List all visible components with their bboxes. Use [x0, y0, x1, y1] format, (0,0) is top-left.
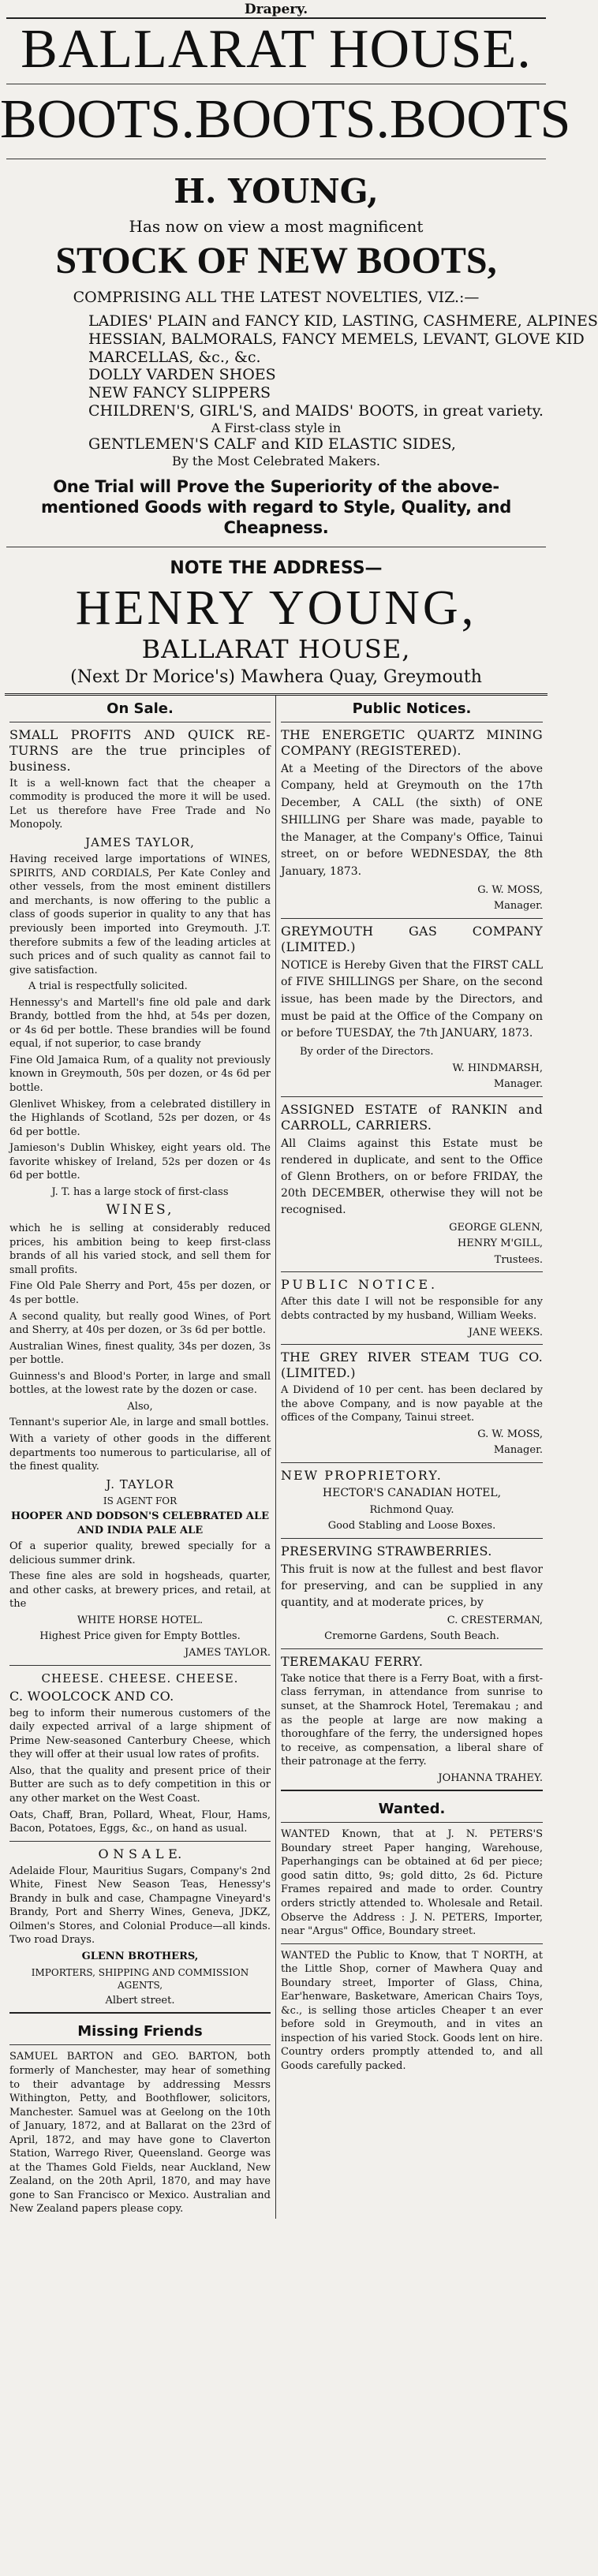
list-item: CHILDREN'S, GIRL'S, and MAIDS' BOOTS, in great variety. [88, 401, 544, 420]
divider [281, 1096, 543, 1097]
divider [281, 1271, 543, 1272]
taylor-p1: It is a well-known fact that the cheaper a commodity is produced the more it will be used. Let us therefore have Free Trade and No Monopoly. [9, 777, 271, 831]
taylor-name: JAMES TAYLOR, [85, 834, 195, 849]
tug-role: Manager. [493, 1444, 543, 1457]
left-column [5, 696, 276, 2219]
straw-p1: This fruit is now at the fullest and best flavor for preserving, and can be supplied in any quantity, and at moderate prices, by [281, 1562, 543, 1609]
henry-young-title: HENRY YOUNG, [75, 581, 477, 635]
missing-friends-heading: Missing Friends [9, 2018, 271, 2045]
taylor-p6: Glenlivet Whiskey, from a celebrated distillery in the Highlands of Scotland, 52s per dozen, or 4s 6d per bottle. [9, 1098, 271, 1138]
glenn-desc: IMPORTERS, SHIPPING AND COMMISSION AGENTS, [31, 1966, 249, 1991]
taylor-p7: Jamieson's Dublin Whiskey, eight years old. The favorite whiskey of Ireland, 52s per dozen or 4s 6d per bottle. [9, 1142, 271, 1182]
tug-p1: A Dividend of 10 per cent. has been declared by the above Company, and is now payable at the offices of the Company, Tainui street. [281, 1384, 543, 1424]
taylor-p18: Highest Price given for Empty Bottles. [39, 1630, 241, 1643]
divider [9, 2012, 271, 2014]
quartz-lead: THE ENERGETIC QUARTZ MINING COMPANY (REGISTERED). [281, 726, 543, 758]
trial-statement: One Trial will Prove the Superiority of the above-mentioned Goods with regard to Style, Quality, and Cheapness. [41, 476, 511, 538]
comprising-line: COMPRISING ALL THE LATEST NOVELTIES, VIZ.:— [73, 289, 480, 306]
taylor-p9: which he is selling at considerably reduced prices, his ambition being to keep first-class brands of all his varied stock, and sell them for small profits. [9, 1223, 271, 1276]
taylor-p16: Of a superior quality, brewed specially for a delicious summer drink. [9, 1540, 271, 1566]
divider [281, 1648, 543, 1649]
quartz-p1: At a Meeting of the Directors of the above Company, held at Greymouth on the 17th December, A CALL (the sixth) of ONE SHILLING per Share was made, payable to the Manager, at the Company's Office, Tainui street, on or before WEDNESDAY, the 8th January, 1873. [281, 762, 543, 878]
taylor-p2: Having received large importations of WINES, SPIRITS, AND CORDIALS, Per Kate Conley and other vessels, from the most eminent distillers and merchants, is now offering to the public a class of goods superior in quality to any that has previously been imported into Greymouth. J.T. therefore submits a few of the leading articles at such prices and of such quality as cannot fail to give satisfaction. [9, 853, 271, 976]
taylor-p12: Australian Wines, finest quality, 34s per dozen, 3s per bottle. [9, 1340, 271, 1367]
cheese-p2: Also, that the quality and present price of their Butter are such as to defy competition in this or any other market on the West Coast. [9, 1764, 271, 1805]
taylor-p17: These fine ales are sold in hogsheads, quarter, and other casks, at brewery prices, and retail, at the [9, 1570, 271, 1611]
white-horse-hotel: WHITE HORSE HOTEL. [77, 1614, 204, 1626]
wanted-p2: WANTED the Public to Know, that T NORTH, at the Little Shop, corner of Mawhera Quay and Boundary street, Importer of Glass, China, Ear'henware, Basketware, American Chairs Toys, &c., is selling those articles Cheaper t an ever before sold in Greymouth, and in vites an inspection of his varied Stock. Goods lent on hire. Country orders promptly attended to, and all Goods carefully packed. [281, 1949, 543, 2072]
public-sign: JANE WEEKS. [468, 1326, 543, 1338]
ballarat-house-subtitle: BALLARAT HOUSE, [141, 633, 411, 664]
on-sale-heading: On Sale. [9, 696, 271, 722]
public-notice-lead: PUBLIC NOTICE. [281, 1277, 439, 1293]
columns [5, 693, 548, 2219]
straw-place: Cremorne Gardens, South Beach. [324, 1630, 499, 1643]
novelty-list [88, 312, 598, 469]
quartz-role: Manager. [493, 900, 543, 913]
list-item: MARCELLAS, &c., &c. [88, 348, 261, 366]
gas-role: Manager. [493, 1078, 543, 1091]
taylor-agent: IS AGENT FOR [103, 1495, 178, 1506]
gas-sign: W. HINDMARSH, [452, 1062, 543, 1074]
taylor-lead: SMALL PROFITS AND QUICK RE-TURNS are the true principles of business. [9, 726, 271, 774]
shop-address: (Next Dr Morice's) Mawhera Quay, Greymouth [70, 666, 482, 687]
newprop-p1: Good Stabling and Loose Boxes. [327, 1520, 496, 1533]
rankin-role: Trustees. [494, 1253, 543, 1266]
divider [9, 1665, 271, 1666]
new-prop-lead: NEW PROPRIETORY. [281, 1467, 443, 1483]
hooper-heading: HOOPER AND DODSON'S CELEBRATED ALE AND INDIA PALE ALE [10, 1510, 270, 1536]
rankin-sign1: GEORGE GLENN, [449, 1221, 543, 1234]
straw-sign: C. CRESTERMAN, [447, 1614, 543, 1626]
rankin-p1: All Claims against this Estate must be rendered in duplicate, and sent to the Office of Glenn Brothers, on or before FRIDAY, the 20th DECEMBER, otherwise they will not be recognised. [281, 1137, 543, 1216]
tagline: Has now on view a most magnificent [129, 217, 424, 236]
woolcock-lead: C. WOOLCOCK AND CO. [9, 1688, 174, 1704]
right-column [276, 696, 548, 2219]
h-young-name: H. YOUNG, [174, 172, 379, 211]
taylor-p13: Guinness's and Blood's Porter, in large and small bottles, at the lowest rate by the dozen or case. [9, 1370, 271, 1397]
wanted-heading: Wanted. [281, 1796, 543, 1823]
taylor-p10: Fine Old Pale Sherry and Port, 45s per dozen, or 4s per bottle. [9, 1280, 271, 1307]
gas-lead: GREYMOUTH GAS COMPANY (LIMITED.) [281, 923, 543, 954]
boots-row [0, 89, 571, 150]
list-item: By the Most Celebrated Makers. [172, 453, 380, 469]
boots-word-1: BOOTS. [0, 89, 195, 150]
divider [281, 1462, 543, 1463]
cheese-p1: beg to inform their numerous customers of the daily expected arrival of a large shipment of Prime New-seasoned Canterbury Cheese, which they will offer at their usual low rates of profits. [9, 1707, 271, 1761]
divider [281, 918, 543, 919]
divider [281, 1538, 543, 1539]
taylor-signature: JAMES TAYLOR. [184, 1646, 271, 1659]
glenn-street: Albert street. [105, 1994, 175, 2007]
rankin-lead: ASSIGNED ESTATE of RANKIN and CARROLL, CARRIERS. [281, 1101, 543, 1133]
tug-lead: THE GREY RIVER STEAM TUG CO. (LIMITED.) [281, 1350, 543, 1381]
taylor-also: Also, [127, 1400, 153, 1413]
list-item: LADIES' PLAIN and FANCY KID, LASTING, CASHMERE, ALPINES [88, 312, 598, 330]
hectors-hotel: HECTOR'S CANADIAN HOTEL, [322, 1486, 502, 1499]
ferry-p1: Take notice that there is a Ferry Boat, with a first-class ferryman, in attendance from sunrise to sunset, at the Shamrock Hotel, Teremakau ; and as the people at large are now making a thoroughfare of the ferry, the undersigned hopes to receive, as compensation, a liberal share of their patronage at the ferry. [281, 1672, 543, 1768]
divider [9, 1841, 271, 1842]
divider [281, 1344, 543, 1345]
taylor-p15: With a variety of other goods in the different departments too numerous to particularise, all of the finest quality. [9, 1432, 271, 1473]
ferry-sign: JOHANNA TRAHEY. [438, 1771, 543, 1784]
ferry-lead: TEREMAKAU FERRY. [281, 1653, 424, 1669]
list-item: HESSIAN, BALMORALS, FANCY MEMELS, LEVANT, GLOVE KID [88, 330, 585, 348]
taylor-p14: Tennant's superior Ale, in large and small bottles. [9, 1417, 269, 1429]
boots-word-3: BOOTS [389, 89, 571, 150]
ballarat-house-title: BALLARAT HOUSE. [21, 19, 532, 80]
note-address: NOTE THE ADDRESS— [170, 558, 383, 578]
taylor-p5: Fine Old Jamaica Rum, of a quality not previously known in Greymouth, 50s per dozen, or 4s 6d per bottle. [9, 1054, 271, 1094]
rankin-sign2: HENRY M'GILL, [457, 1238, 543, 1250]
on-sale-glenn-heading: O N S A L E. [98, 1846, 182, 1861]
stock-heading: STOCK OF NEW BOOTS, [55, 240, 497, 282]
cheese-heading: CHEESE. CHEESE. CHEESE. [41, 1671, 239, 1686]
taylor-p4: Hennessy's and Martell's fine old pale and dark Brandy, bottled from the hhd, at 54s per dozen, or 4s 6d per bottle. These brandies will be found equal, if not superior, to case brandy [9, 996, 271, 1051]
gas-order: By order of the Directors. [300, 1046, 434, 1058]
public-notices-heading: Public Notices. [281, 696, 543, 722]
drapery-label: Drapery. [244, 2, 308, 17]
taylor-p11: A second quality, but really good Wines, of Port and Sherry, at 40s per dozen, or 3s 6d per bottle. [9, 1310, 271, 1337]
newspaper-page [0, 2, 598, 2576]
strawberries-lead: PRESERVING STRAWBERRIES. [281, 1543, 492, 1559]
taylor-p8: J. T. has a large stock of first-class [51, 1185, 229, 1198]
richmond-quay: Richmond Quay. [369, 1503, 454, 1516]
glenn-brothers: GLENN BROTHERS, [81, 1950, 199, 1962]
missing-p1: SAMUEL BARTON and GEO. BARTON, both formerly of Manchester, may hear of something to their advantage by addressing Messrs Withington, Petty, and Boothflower, solicitors, Manchester. Samuel was at Geelong on the 10th of January, 1872, and at Ballarat on the 23rd of April, 1872, and may have gone to Claverton Station, Warrego River, Queensland. George was at the Thames Gold Fields, near Auckland, New Zealand, on the 20th April, 1870, and may have gone to San Francisco or Mexico. Australian and New Zealand papers please copy. [9, 2051, 271, 2216]
tug-sign: G. W. MOSS, [477, 1428, 543, 1440]
wanted-p1: WANTED Known, that at J. N. PETERS'S Boundary street Paper hanging, Warehouse, Paperhangings can be obtained at 6d per piece; good satin ditto, 9s; gold ditto, 2s 6d. Picture Frames repaired and made to order. Country orders strictly attended to. Wholesale and Retail. Observe the Address : J. N. PETERS, Importer, near "Argus" Office, Boundary street. [281, 1828, 543, 1938]
gas-p1: NOTICE is Hereby Given that the FIRST CALL of FIVE SHILLINGS per Share, on the second issue, has been made by the Directors, and must be paid at the Office of the Company on or before TUESDAY, the 7th JANUARY, 1873. [281, 958, 543, 1040]
divider [281, 1943, 543, 1944]
list-item: DOLLY VARDEN SHOES [88, 366, 276, 384]
boots-word-2: BOOTS. [194, 89, 390, 150]
divider [281, 1790, 543, 1791]
cheese-p3: Oats, Chaff, Bran, Pollard, Wheat, Flour, Hams, Bacon, Potatoes, Eggs, &c., on hand as usual. [9, 1809, 271, 1835]
onsale-p1: Adelaide Flour, Mauritius Sugars, Company's 2nd White, Finest New Season Teas, Henessy's Brandy in bulk and case, Champagne Vineyard's Brandy, Port and Sherry Wines, Geneva, JDKZ, Oilmen's Stores, and Colonial Produce—all kinds. Two road Drays. [9, 1865, 271, 1947]
quartz-sign: G. W. MOSS, [477, 883, 543, 896]
list-item: NEW FANCY SLIPPERS [88, 384, 271, 402]
list-item: A First-class style in [211, 420, 342, 435]
wines-heading: WINES, [106, 1202, 174, 1219]
taylor-p3: A trial is respectfully solicited. [28, 980, 188, 993]
list-item: GENTLEMEN'S CALF and KID ELASTIC SIDES, [88, 435, 456, 453]
public-p1: After this date I will not be responsible for any debts contracted by my husband, William Weeks. [281, 1296, 543, 1322]
taylor-jt: J. TAYLOR [106, 1477, 174, 1491]
